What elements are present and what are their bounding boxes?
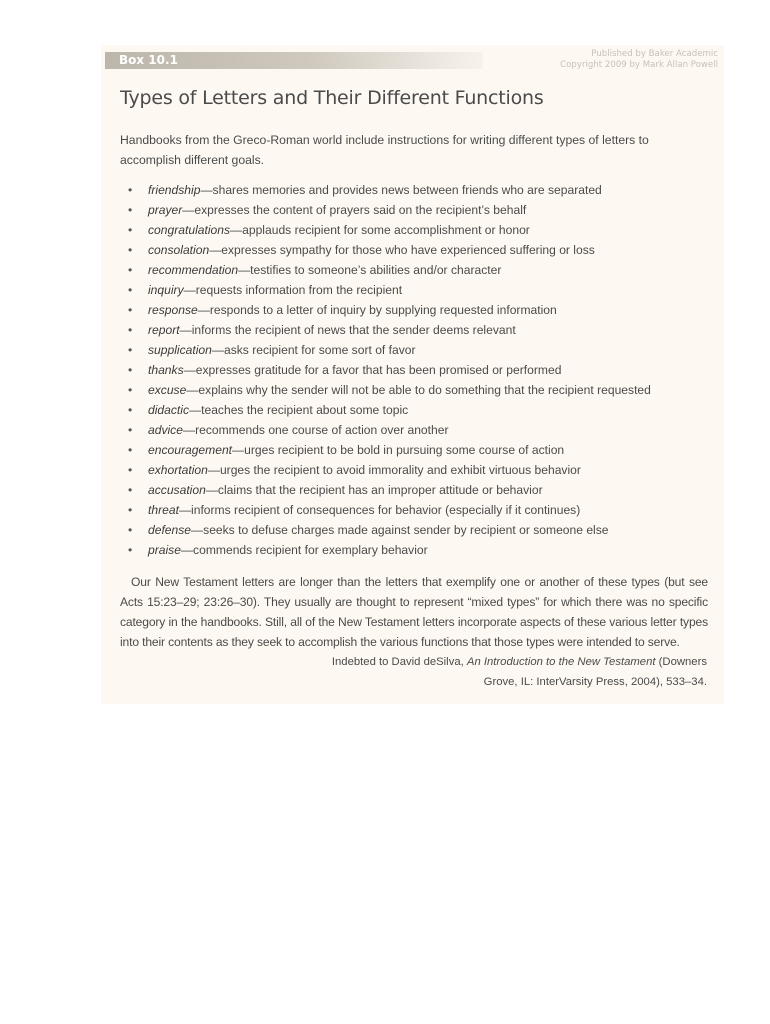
letter-type-term: didactic (148, 403, 190, 417)
letter-type-term: inquiry (148, 283, 184, 297)
letter-type-term: supplication (148, 343, 212, 357)
letter-type-item (128, 180, 651, 200)
bullet-icon: • (128, 343, 133, 357)
box-title: Types of Letters and Their Different Functions (120, 87, 544, 109)
bullet-icon: • (128, 243, 133, 257)
sidebar-box (101, 45, 724, 704)
bullet-icon: • (128, 223, 133, 237)
letter-type-description: —testifies to someone’s abilities and/or character (238, 263, 502, 277)
credit-suffix: (Downers Grove, IL: InterVarsity Press, 2004), 533–34. (483, 656, 707, 688)
letter-type-term: encouragement (148, 443, 233, 457)
letter-type-description: —expresses gratitude for a favor that has been promised or performed (183, 363, 562, 377)
letter-types-list (128, 180, 651, 560)
publisher-line: Published by Baker Academic (591, 49, 718, 59)
letter-type-description: —explains why the sender will not be able to do something that the recipient requested (186, 383, 651, 397)
box-label: Box 10.1 (105, 52, 483, 69)
letter-type-item (128, 540, 651, 560)
letter-type-item (128, 260, 651, 280)
letter-type-item (128, 420, 651, 440)
letter-type-item (128, 460, 651, 480)
letter-type-term: friendship (148, 183, 201, 197)
letter-type-item (128, 360, 651, 380)
bullet-icon: • (128, 203, 133, 217)
letter-type-description: —urges the recipient to avoid immorality and exhibit virtuous behavior (207, 463, 581, 477)
letter-type-description: —asks recipient for some sort of favor (211, 343, 416, 357)
letter-type-description: —recommends one course of action over another (182, 423, 449, 437)
letter-type-description: —informs recipient of consequences for behavior (especially if it continues) (178, 503, 581, 517)
letter-type-description: —shares memories and provides news between friends who are separated (200, 183, 602, 197)
letter-type-term: recommendation (148, 263, 239, 277)
letter-type-description: —expresses the content of prayers said on the recipient’s behalf (182, 203, 527, 217)
letter-type-item (128, 520, 651, 540)
letter-type-item (128, 480, 651, 500)
letter-type-description: —claims that the recipient has an improper attitude or behavior (205, 483, 543, 497)
letter-type-term: threat (148, 503, 179, 517)
bullet-icon: • (128, 363, 133, 377)
letter-type-item (128, 300, 651, 320)
copyright-line: Copyright 2009 by Mark Allan Powell (560, 60, 718, 70)
credit-book-title: An Introduction to the New Testament (466, 656, 656, 668)
bullet-icon: • (128, 183, 133, 197)
bullet-icon: • (128, 403, 133, 417)
bullet-icon: • (128, 283, 133, 297)
bullet-icon: • (128, 423, 133, 437)
letter-type-description: —applauds recipient for some accomplishment or honor (230, 223, 530, 237)
letter-type-term: defense (148, 523, 192, 537)
letter-type-item (128, 400, 651, 420)
letter-type-description: —commends recipient for exemplary behavior (180, 543, 428, 557)
bullet-icon: • (128, 383, 133, 397)
letter-type-item (128, 340, 651, 360)
letter-type-term: exhortation (148, 463, 208, 477)
bullet-icon: • (128, 443, 133, 457)
letter-type-term: excuse (148, 383, 187, 397)
credit-prefix: Indebted to David deSilva, (331, 656, 467, 668)
letter-type-description: —teaches the recipient about some topic (189, 403, 409, 417)
bullet-icon: • (128, 543, 133, 557)
bullet-icon: • (128, 463, 133, 477)
letter-type-description: —responds to a letter of inquiry by supplying requested information (197, 303, 557, 317)
letter-type-item (128, 240, 651, 260)
letter-type-term: advice (148, 423, 183, 437)
letter-type-item (128, 200, 651, 220)
letter-type-item (128, 380, 651, 400)
letter-type-term: prayer (148, 203, 183, 217)
letter-type-description: —expresses sympathy for those who have experienced suffering or loss (209, 243, 595, 257)
letter-type-item (128, 500, 651, 520)
letter-type-description: —seeks to defuse charges made against sender by recipient or someone else (191, 523, 609, 537)
bullet-icon: • (128, 263, 133, 277)
letter-type-item (128, 440, 651, 460)
letter-type-term: report (148, 323, 180, 337)
source-credit (307, 652, 707, 692)
letter-type-term: thanks (148, 363, 184, 377)
bullet-icon: • (128, 323, 133, 337)
intro-paragraph: Handbooks from the Greco-Roman world include instructions for writing different types of letters to accomplish different goals. (120, 133, 649, 167)
letter-type-description: —requests information from the recipient (183, 283, 403, 297)
box-header (101, 45, 724, 73)
bullet-icon: • (128, 483, 133, 497)
letter-type-term: praise (148, 543, 181, 557)
bullet-icon: • (128, 303, 133, 317)
bullet-icon: • (128, 503, 133, 517)
letter-type-item (128, 280, 651, 300)
letter-type-item (128, 320, 651, 340)
letter-type-description: —urges recipient to be bold in pursuing some course of action (232, 443, 565, 457)
letter-type-term: congratulations (148, 223, 231, 237)
bullet-icon: • (128, 523, 133, 537)
closing-paragraph: Our New Testament letters are longer than the letters that exemplify one or another of these types (but see Acts 15:23–29; 23:26–30). They usually are thought to represent “mixed types” for which there was no specific category in the handbooks. Still, all of the New Testament letters incorporate aspects of these various letter types into their contents as they seek to accomplish the various functions that those types were intended to serve. (120, 575, 708, 649)
letter-type-term: response (148, 303, 198, 317)
letter-type-item (128, 220, 651, 240)
letter-type-term: consolation (148, 243, 210, 257)
letter-type-description: —informs the recipient of news that the sender deems relevant (179, 323, 516, 337)
letter-type-term: accusation (148, 483, 206, 497)
